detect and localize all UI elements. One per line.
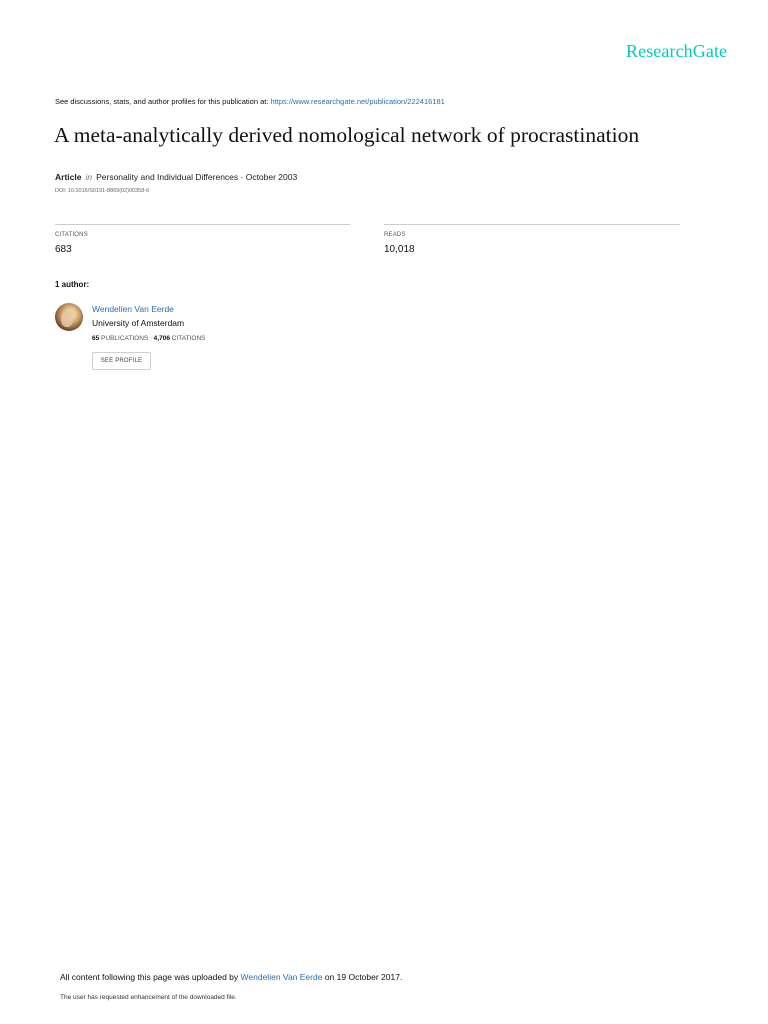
reads-value: 10,018 [384,244,415,255]
citations-divider [55,224,350,225]
article-meta [55,172,297,182]
uploader-link[interactable]: Wendelien Van Eerde [240,972,323,982]
see-discussions-line [55,97,445,106]
reads-divider [384,224,680,225]
see-profile-button[interactable]: SEE PROFILE [92,352,151,370]
author-citations-count: 4,706 [153,335,170,342]
authors-heading: 1 author: [55,280,90,289]
doi: DOI: 10.1016/S0191-8869(02)00358-6 [55,188,150,194]
journal-date: Personality and Individual Differences · October 2003 [96,172,298,182]
citations-label: CITATIONS [55,232,88,238]
citations-value: 683 [55,244,72,255]
author-publications-count: 65 [92,335,100,342]
upload-notice [60,972,402,982]
enhancement-note: The user has requested enhancement of the downloaded file. [60,994,237,1001]
upload-suffix: on 19 October 2017. [324,972,403,982]
article-title: A meta-analytically derived nomological network of procrastination [54,123,640,147]
author-citations-label: CITATIONS [171,335,206,342]
in-label: in [85,172,93,182]
publication-url-link[interactable]: https://www.researchgate.net/publication/222416181 [270,97,445,106]
author-publications-label: PUBLICATIONS [101,335,149,342]
author-stats [92,335,205,342]
researchgate-logo[interactable]: ResearchGate [626,41,728,61]
article-type: Article [55,172,82,182]
author-name-link[interactable]: Wendelien Van Eerde [92,304,174,314]
author-avatar[interactable] [55,303,83,331]
reads-label: READS [384,232,406,238]
author-institution: University of Amsterdam [92,318,185,328]
upload-prefix: All content following this page was uploaded by [60,972,239,982]
see-discussions-text: See discussions, stats, and author profiles for this publication at: [55,97,269,106]
